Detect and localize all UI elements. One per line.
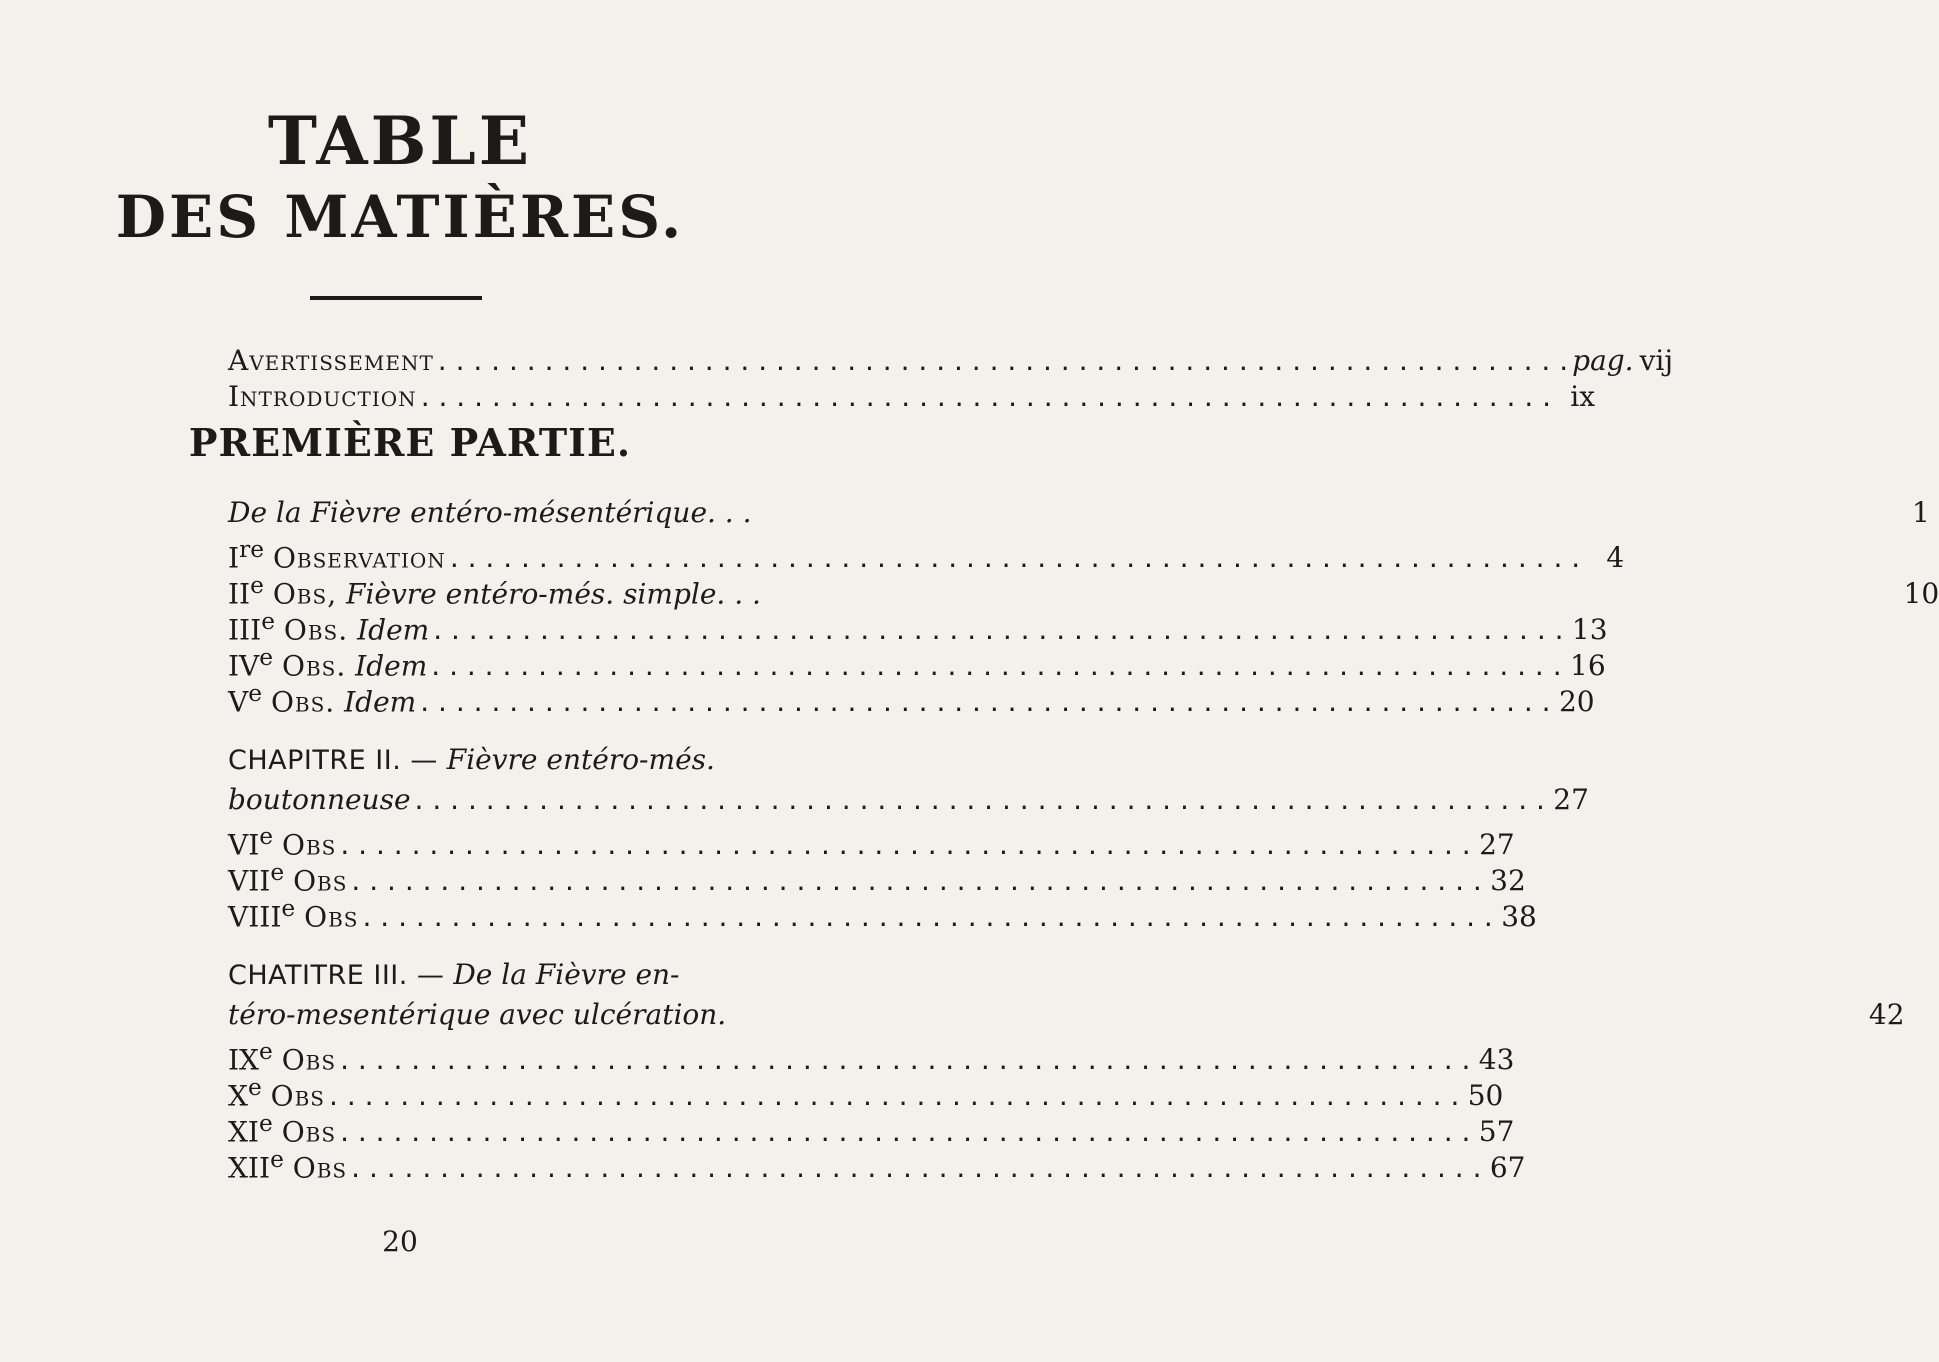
chapter-title: De la Fièvre en- xyxy=(453,958,680,991)
entry-label: IXe Obs xyxy=(228,1037,337,1077)
entry-page: 20 xyxy=(1558,685,1595,719)
chapter-title: téro-mesentérique avec ulcération. xyxy=(228,998,727,1031)
page-prefix: pag. xyxy=(1572,344,1634,377)
dot-leader xyxy=(358,897,1496,937)
part-title: PREMIÈRE PARTIE. xyxy=(188,420,632,465)
entry-label: Ve Obs. Idem xyxy=(228,679,417,719)
toc-entry-avertissement xyxy=(228,341,1674,381)
chapter-label: CHAPITRE II. — xyxy=(228,745,438,776)
chapter-2-title-end xyxy=(228,780,1589,820)
entry-page: 27 xyxy=(1479,828,1515,862)
entry-label: XIe Obs xyxy=(228,1109,337,1149)
entry-label: Xe Obs xyxy=(228,1073,326,1113)
entry-page xyxy=(1572,341,1673,381)
chapter-3-title-end xyxy=(228,995,1905,1035)
entry-label: Ire Observation xyxy=(228,535,446,575)
page-number: vij xyxy=(1639,344,1674,377)
entry-page: 67 xyxy=(1489,1151,1526,1185)
toc-entry-introduction xyxy=(228,377,1596,417)
entry-page: 38 xyxy=(1501,900,1537,934)
entry-page: 42 xyxy=(1868,998,1905,1031)
entry-page: 57 xyxy=(1478,1115,1515,1149)
dot-leader xyxy=(347,1148,1485,1188)
entry-page: 10 xyxy=(1903,577,1939,611)
entry-page: 1 xyxy=(1912,496,1930,529)
entry-label: VIIe Obs xyxy=(228,858,348,898)
entry-label: IVe Obs. Idem xyxy=(228,643,428,683)
entry-label: IIIe Obs. Idem xyxy=(228,607,430,647)
entry-page: 50 xyxy=(1467,1079,1504,1113)
toc-section-heading xyxy=(228,493,1930,533)
chapter-title: boutonneuse xyxy=(228,783,411,816)
toc-entry xyxy=(228,673,1595,722)
chapter-label: CHATITRE III. — xyxy=(228,960,445,991)
toc-entry xyxy=(228,1139,1526,1188)
title-rule xyxy=(310,296,482,300)
entry-page: 13 xyxy=(1571,613,1608,647)
entry-page: 43 xyxy=(1478,1043,1515,1077)
section-heading: De la Fièvre entéro-mésentérique. . . xyxy=(228,496,752,529)
signature-mark: 20 xyxy=(382,1225,418,1258)
page-title-line1: TABLE xyxy=(267,102,533,180)
entry-label: XIIe Obs xyxy=(228,1145,348,1185)
entry-page: 27 xyxy=(1553,783,1589,816)
entry-label: VIe Obs xyxy=(228,822,337,862)
dot-leader xyxy=(411,780,1549,820)
toc-entry xyxy=(228,888,1537,937)
entry-page: 16 xyxy=(1570,649,1606,683)
dot-leader xyxy=(434,341,1572,381)
entry-page: 32 xyxy=(1490,864,1526,898)
entry-page: 4 xyxy=(1606,541,1625,575)
entry-label: Introduction xyxy=(228,380,417,413)
dot-leader xyxy=(416,682,1554,722)
page-title-line2: DES MATIÈRES. xyxy=(115,183,685,251)
entry-label: VIIIe Obs xyxy=(228,894,359,934)
chapter-2-heading xyxy=(228,740,715,781)
entry-label: Avertissement xyxy=(228,344,434,377)
chapter-title: Fièvre entéro-més. xyxy=(446,743,715,776)
entry-label: IIe Obs, Fièvre entéro-més. simple. . . xyxy=(228,571,761,611)
entry-page: ix xyxy=(1570,380,1596,413)
dot-leader xyxy=(417,377,1555,417)
chapter-3-heading xyxy=(228,955,680,996)
